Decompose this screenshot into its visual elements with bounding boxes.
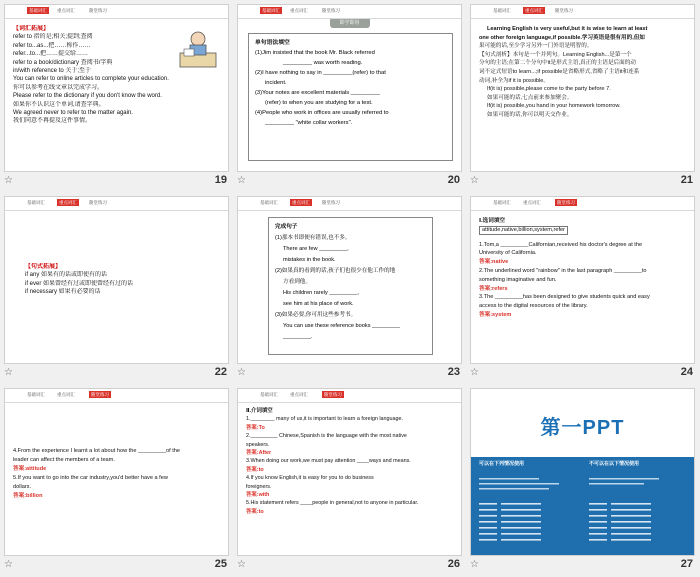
answer-text: 答案:native	[479, 259, 509, 266]
slide-thumb-23[interactable]	[233, 192, 466, 384]
usage-allowed-heading: 可以在下列情况使用	[479, 461, 525, 467]
text-line: speakers.	[246, 441, 270, 448]
text-line: (2)I have nothing to say in _________(refer) to that	[255, 70, 386, 76]
tab-practice: 随堂练习	[324, 392, 342, 397]
slide-header	[238, 5, 461, 19]
slide-thumb-20[interactable]	[233, 0, 466, 192]
section-title: 【句式拓展】	[25, 264, 62, 270]
section-title: Ⅰ.选词填空	[479, 218, 506, 224]
slide-number: 27	[680, 558, 693, 570]
slide-canvas	[470, 388, 695, 556]
text-line: If(it is) possible,please come to the party before 7.	[487, 86, 611, 93]
slide-body	[479, 25, 686, 120]
text-line: (refer) to when you are studying for a test.	[265, 100, 373, 106]
allowed-list-lines	[479, 477, 579, 495]
star-icon: ☆	[470, 175, 479, 186]
slide-footer	[4, 558, 229, 574]
ppt-info-band	[471, 457, 694, 556]
reader-illustration-icon	[176, 27, 220, 71]
slide-canvas	[237, 4, 462, 172]
ppt-brand-area	[471, 389, 694, 457]
text-line: (3)如果必要,你可用这些参考书。	[275, 312, 357, 318]
slide-number: 20	[447, 174, 460, 186]
slide-number: 21	[680, 174, 693, 186]
slide-number: 22	[214, 366, 227, 378]
slide-header	[238, 197, 461, 211]
exercise-box	[268, 217, 433, 355]
slide-number: 26	[447, 558, 460, 570]
slide-footer	[4, 366, 229, 382]
text-line: 4.From the experience I learnt a lot about how the _________of the	[13, 448, 180, 454]
slide-body	[25, 263, 220, 297]
text-line: 【句式剖析】本句是一个并列句。Learning English...是第一个	[479, 51, 632, 58]
text-line: 如果可能的话,七点前来参加聚会。	[487, 94, 573, 101]
tab-key-vocab: 重点词汇	[525, 8, 543, 13]
usage-allowed	[479, 461, 579, 467]
text-line: access to the digital resources of the library.	[479, 303, 588, 310]
tab-basic-vocab: 基础词汇	[493, 8, 511, 13]
slide-thumb-19[interactable]	[0, 0, 233, 192]
text-line: 你可以参考在线文章以完成学习。	[13, 84, 104, 91]
slide-header	[5, 389, 228, 403]
exercise-box	[248, 33, 453, 161]
slide-header	[238, 389, 461, 403]
answer-text: 答案:to	[246, 508, 264, 515]
text-line: 分句的主语;在第二个分句中it是形式主语,真正的主语是后面的动	[479, 60, 636, 67]
text-line: 动词,补全为if it is possible。	[479, 77, 549, 84]
text-line: refer to...as...把……称作……	[13, 42, 91, 49]
text-line: incident.	[265, 80, 287, 86]
text-line: dollars.	[13, 484, 32, 490]
text-line: 我们同意不再提及这件事情。	[13, 118, 92, 125]
tab-practice: 随堂练习	[322, 200, 340, 205]
text-line: refer to a book/dictionary 查阅书/字典	[13, 59, 113, 66]
star-icon: ☆	[470, 367, 479, 378]
tab-key-vocab: 重点词汇	[523, 200, 541, 205]
text-line: 2._________ Chinese,Spanish is the language with the most native	[246, 433, 407, 440]
answer-text: 答案:billion	[13, 493, 43, 499]
star-icon: ☆	[4, 175, 13, 186]
text-line: 词不定式短语to learn...;if possible是省略形式,省略了主语it和连系	[479, 68, 640, 75]
tab-key-vocab: 重点词汇	[290, 392, 308, 397]
text-line: Please refer to the dictionary if you don't know the word.	[13, 93, 162, 100]
tab-practice: 随堂练习	[322, 8, 340, 13]
text-line: 如果你不认识这个单词,请查字典。	[13, 101, 105, 108]
section-title: 【词汇拓展】	[13, 26, 50, 32]
text-line: 1.________ many of us,it is important to learn a foreign language.	[246, 416, 404, 423]
tab-key-vocab: 重点词汇	[59, 200, 77, 205]
text-line: foreigners.	[246, 483, 272, 490]
slide-header	[5, 5, 228, 19]
slide-footer	[237, 558, 462, 574]
answer-text: 答案:After	[246, 450, 272, 457]
slide-footer	[470, 366, 695, 382]
slide-footer	[470, 174, 695, 190]
answer-text: 答案:To	[246, 424, 265, 431]
text-line: There are few _________,	[283, 246, 349, 252]
text-line: _________ "white collar workers".	[265, 120, 353, 126]
slide-canvas	[4, 4, 229, 172]
usage-forbidden-heading: 不可以在以下情况使用	[589, 461, 640, 467]
text-line: 2.The underlined word "rainbow" in the last paragraph _________to	[479, 267, 647, 274]
slide-footer	[4, 174, 229, 190]
star-icon: ☆	[237, 367, 246, 378]
slide-canvas	[470, 4, 695, 172]
text-line: refer...to...把……提交给……	[13, 51, 89, 58]
ribbon-label: 即学即用	[329, 19, 369, 28]
text-line: (4)People who work in offices are usually referred to	[255, 110, 389, 116]
tab-basic-vocab: 基础词汇	[260, 200, 278, 205]
answer-text: 答案:to	[246, 466, 264, 473]
text-line: refer to 指的是;相关;提到;查阅	[13, 34, 93, 41]
slide-thumb-21[interactable]	[466, 0, 699, 192]
slide-number: 24	[680, 366, 693, 378]
star-icon: ☆	[4, 559, 13, 570]
text-line: _________ was worth reading.	[283, 60, 363, 66]
star-icon: ☆	[4, 367, 13, 378]
slide-thumb-24[interactable]	[466, 192, 699, 384]
text-line: _________.	[283, 334, 313, 340]
tab-basic-vocab: 基础词汇	[493, 200, 511, 205]
text-line: if any 如果有的话或即使有的话	[25, 272, 108, 279]
answer-text: 答案:with	[246, 492, 270, 499]
tab-basic-vocab: 基础词汇	[27, 200, 45, 205]
text-line: Learning English is very useful,but it is wise to learn at least	[487, 26, 648, 32]
tab-basic-vocab: 基础词汇	[27, 392, 45, 397]
text-line: leader can affect the members of a team.	[13, 457, 115, 463]
section-title: Ⅱ.介词填空	[246, 408, 273, 414]
text-line: mistakes in the book.	[283, 257, 336, 263]
text-line: University of California.	[479, 250, 537, 257]
text-line: 5.If you want to go into the car industry,you'd better have a few	[13, 475, 168, 481]
slide-number: 19	[214, 174, 227, 186]
text-line: You can refer to online articles to complete your education.	[13, 76, 169, 83]
text-line: 4.If you know English,it is easy for you to do business	[246, 475, 374, 482]
slide-thumb-26[interactable]	[233, 384, 466, 576]
slide-canvas	[4, 388, 229, 556]
text-line: (2)如果真的看到的话,孩子们也很少在他工作的地	[275, 268, 396, 274]
answer-text: 答案:refers	[479, 285, 508, 292]
text-line: 方看到他。	[283, 279, 311, 285]
forbidden-list-lines	[589, 477, 689, 495]
slide-footer	[237, 366, 462, 382]
tab-key-vocab: 重点词汇	[292, 200, 310, 205]
text-line: 5.His statement refers ____people in general,not to anyone in particular.	[246, 500, 419, 507]
text-line: one other foreign language,if possible.学习英语是很有用的,但如	[479, 34, 645, 41]
star-icon: ☆	[237, 175, 246, 186]
link-list	[479, 503, 689, 553]
slide-thumb-22[interactable]	[0, 192, 233, 384]
exercise-title: 完成句子	[275, 224, 298, 230]
exercise-title: 单句语法填空	[255, 40, 290, 46]
tab-key-vocab: 重点词汇	[57, 392, 75, 397]
tab-practice: 随堂练习	[555, 8, 573, 13]
text-line: We agreed never to refer to the matter again.	[13, 110, 133, 117]
slide-canvas	[470, 196, 695, 364]
star-icon: ☆	[470, 559, 479, 570]
text-line: 1.Tom,a _________Californian,received his doctor's degree at the	[479, 241, 643, 248]
slide-canvas	[4, 196, 229, 364]
text-line: If(it is) possible,you hand in your homework tomorrow.	[487, 103, 621, 110]
answer-text: 答案:attitude	[13, 466, 47, 472]
tab-practice: 随堂练习	[557, 200, 575, 205]
slide-header	[471, 5, 694, 19]
slide-body	[246, 407, 453, 516]
text-line: (3)Your notes are excellent materials _________	[255, 90, 380, 96]
slide-number: 25	[214, 558, 227, 570]
text-line: (1)那本书即便有错误,也不多。	[275, 235, 351, 241]
word-box: attitude,native,billion,system,refer	[479, 226, 568, 235]
slide-body	[13, 447, 220, 501]
slide-thumb-27[interactable]	[466, 384, 699, 576]
slide-canvas	[237, 196, 462, 364]
text-line: 3.When doing our work,we must pay attention ____ways and means.	[246, 458, 411, 465]
text-line: in/with reference to 关于;至于	[13, 68, 92, 75]
tab-key-vocab: 重点词汇	[57, 8, 75, 13]
text-line: (1)Jim insisted that the book Mr. Black referred	[255, 50, 375, 56]
slide-body	[479, 217, 686, 320]
tab-basic-vocab: 基础词汇	[260, 392, 278, 397]
text-line: something imaginative and fun.	[479, 276, 557, 283]
slide-footer	[470, 558, 695, 574]
star-icon: ☆	[237, 559, 246, 570]
text-line: 果可能的话,至少学习另外一门外语是明智的。	[479, 43, 593, 50]
answer-text: 答案:system	[479, 311, 512, 318]
ppt-logo: 第一PPT	[540, 417, 625, 439]
slide-thumb-25[interactable]	[0, 384, 233, 576]
tab-basic-vocab: 基础词汇	[29, 8, 47, 13]
text-line: 3.The _________has been designed to give students quick and easy	[479, 294, 650, 301]
slide-number: 23	[447, 366, 460, 378]
tab-basic-vocab: 基础词汇	[262, 8, 280, 13]
text-line: see him at his place of work.	[283, 301, 354, 307]
text-line: 如果可能的话,你可以明天交作业。	[487, 111, 573, 118]
tab-practice: 随堂练习	[91, 392, 109, 397]
text-line: if necessary 如果有必要的话	[25, 289, 101, 296]
slide-footer	[237, 174, 462, 190]
tab-practice: 随堂练习	[89, 200, 107, 205]
slide-header	[471, 197, 694, 211]
tab-practice: 随堂练习	[89, 8, 107, 13]
tab-key-vocab: 重点词汇	[290, 8, 308, 13]
text-line: if ever 如果曾经有过或即使曾经有过的话	[25, 280, 134, 287]
text-line: His children rarely _________,	[283, 290, 359, 296]
usage-forbidden	[589, 461, 689, 467]
slide-canvas	[237, 388, 462, 556]
text-line: You can use these reference books _________	[283, 323, 401, 329]
slide-header	[5, 197, 228, 211]
